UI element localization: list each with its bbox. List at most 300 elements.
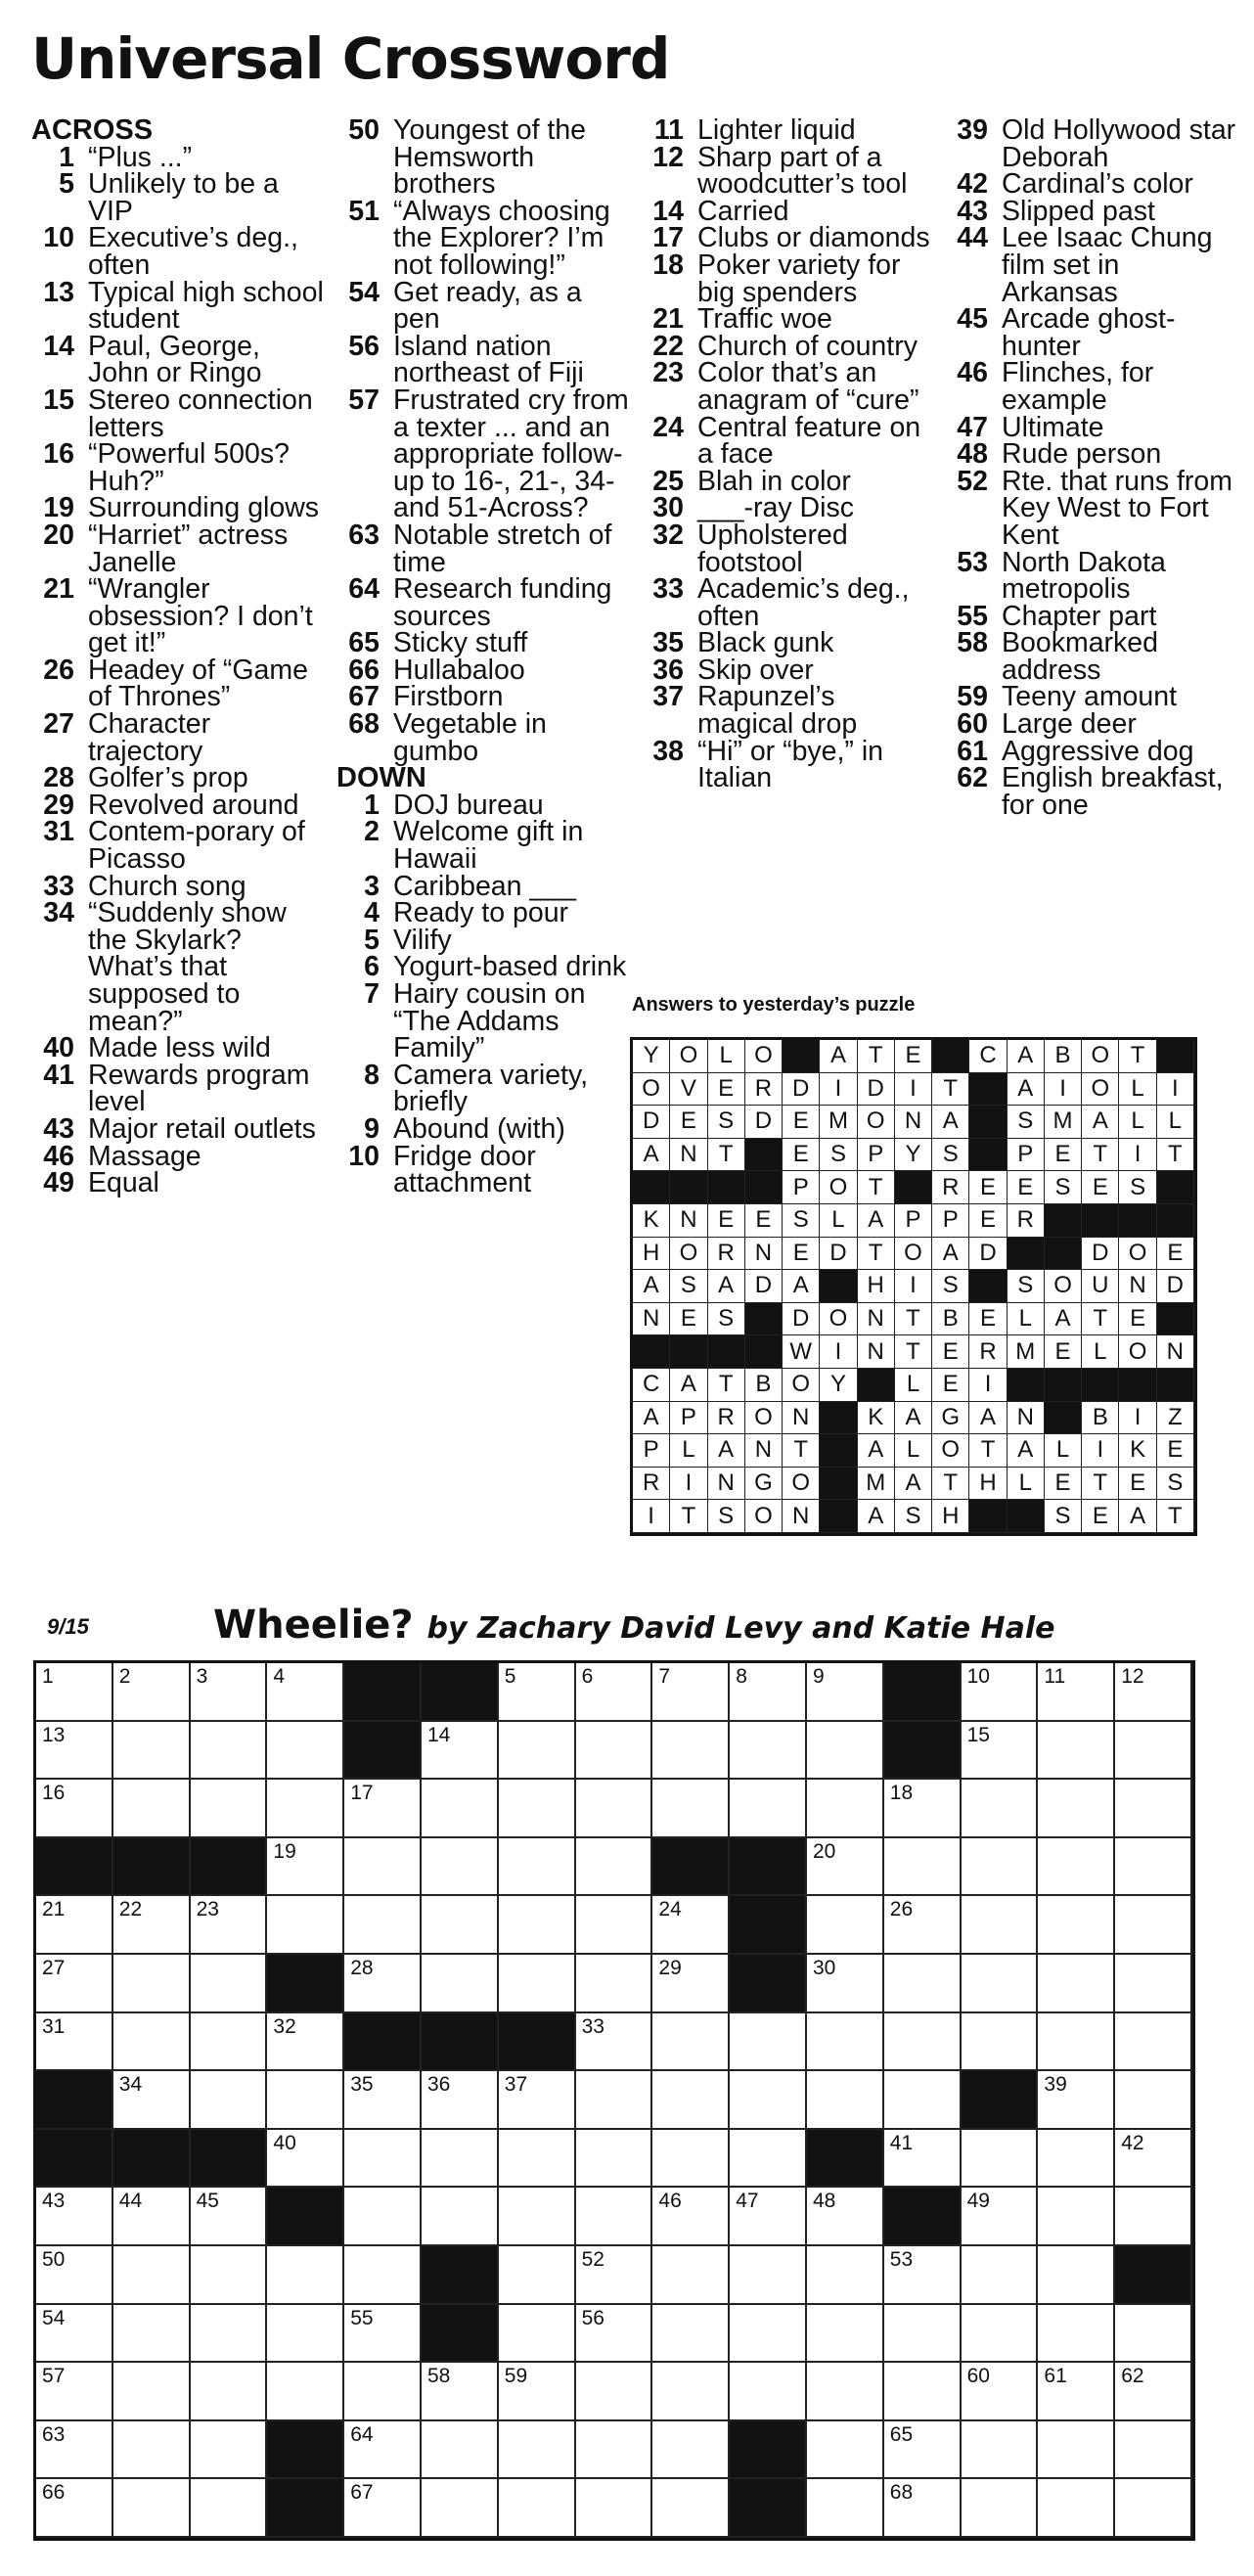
clue-text: “Hi” or “bye,” in Italian: [697, 735, 884, 794]
puzzle-cell[interactable]: [267, 1663, 344, 1722]
clue-across-34[interactable]: [31, 897, 325, 1037]
puzzle-cell[interactable]: [807, 1896, 884, 1955]
puzzle-cell[interactable]: [191, 2363, 268, 2421]
puzzle-cell[interactable]: [807, 1838, 884, 1897]
clue-across-31[interactable]: [31, 816, 325, 876]
clue-down-36[interactable]: [641, 654, 934, 686]
puzzle-cell[interactable]: [36, 1780, 113, 1838]
puzzle-cell[interactable]: [962, 2421, 1039, 2480]
puzzle-cell[interactable]: [807, 1663, 884, 1722]
puzzle-cell[interactable]: [884, 2013, 962, 2072]
puzzle-cell[interactable]: [730, 2013, 807, 2072]
clue-down-59[interactable]: [945, 681, 1238, 713]
puzzle-cell[interactable]: [1038, 1955, 1115, 2013]
puzzle-cell[interactable]: [267, 1838, 344, 1897]
puzzle-cell[interactable]: [730, 2246, 807, 2305]
puzzle-cell[interactable]: [36, 2246, 113, 2305]
puzzle-cell[interactable]: [884, 2305, 962, 2364]
puzzle-cell[interactable]: [113, 2071, 191, 2130]
puzzle-cell[interactable]: [191, 1663, 268, 1722]
puzzle-cell[interactable]: [344, 2363, 422, 2421]
clue-down-39[interactable]: [945, 114, 1238, 173]
clue-down-12[interactable]: [641, 141, 934, 201]
puzzle-cell[interactable]: [652, 1663, 730, 1722]
puzzle-cell[interactable]: [36, 2479, 113, 2538]
clue-across-50[interactable]: [336, 114, 630, 201]
answer-cell: E: [969, 1204, 1007, 1238]
puzzle-cell[interactable]: [499, 2246, 576, 2305]
puzzle-cell[interactable]: [36, 1722, 113, 1781]
puzzle-cell[interactable]: [576, 2188, 653, 2246]
puzzle-cell[interactable]: [422, 1722, 499, 1781]
clue-down-38[interactable]: [641, 735, 934, 794]
puzzle-cell[interactable]: [962, 2013, 1039, 2072]
puzzle-cell[interactable]: [191, 2305, 268, 2364]
puzzle-cell[interactable]: [576, 1896, 653, 1955]
puzzle-cell[interactable]: [422, 2479, 499, 2538]
puzzle-cell[interactable]: [1038, 1896, 1115, 1955]
clue-across-54[interactable]: [336, 276, 630, 336]
puzzle-cell[interactable]: [1038, 2421, 1115, 2480]
puzzle-cell[interactable]: [191, 2246, 268, 2305]
clue-down-37[interactable]: [641, 681, 934, 741]
puzzle-cell[interactable]: [191, 2013, 268, 2072]
clue-across-63[interactable]: [336, 519, 630, 578]
puzzle-cell[interactable]: [1115, 2130, 1192, 2189]
cell-number: 37: [504, 2073, 528, 2097]
puzzle-cell[interactable]: [36, 2305, 113, 2364]
cell-number: 55: [350, 2306, 374, 2329]
clue-down-22[interactable]: [641, 330, 934, 362]
puzzle-cell[interactable]: [962, 1838, 1039, 1897]
clue-down-35[interactable]: [641, 627, 934, 659]
answer-cell: O: [783, 1468, 820, 1501]
clue-across-49[interactable]: [31, 1167, 325, 1199]
answer-cell: O: [1082, 1073, 1119, 1107]
puzzle-cell[interactable]: [962, 1722, 1039, 1781]
clue-across-27[interactable]: [31, 708, 325, 767]
puzzle-cell[interactable]: [113, 2305, 191, 2364]
clue-down-42[interactable]: [945, 168, 1238, 201]
puzzle-title-line: [213, 1603, 1055, 1648]
clue-down-32[interactable]: [641, 519, 934, 578]
puzzle-cell[interactable]: [113, 2013, 191, 2072]
clue-down-30[interactable]: [641, 492, 934, 524]
puzzle-cell[interactable]: [884, 2130, 962, 2189]
clue-down-24[interactable]: [641, 411, 934, 471]
puzzle-cell[interactable]: [652, 2246, 730, 2305]
clue-across-15[interactable]: [31, 384, 325, 443]
puzzle-cell[interactable]: [1038, 2479, 1115, 2538]
clue-down-17[interactable]: [641, 222, 934, 254]
puzzle-cell[interactable]: [499, 2071, 576, 2130]
puzzle-cell[interactable]: [576, 1838, 653, 1897]
puzzle-cell[interactable]: [884, 1838, 962, 1897]
puzzle-cell[interactable]: [652, 1780, 730, 1838]
puzzle-cell[interactable]: [962, 1663, 1039, 1722]
clue-across-28[interactable]: [31, 762, 325, 794]
puzzle-cell[interactable]: [1038, 2246, 1115, 2305]
clue-down-7[interactable]: [336, 978, 630, 1064]
puzzle-cell[interactable]: [807, 2305, 884, 2364]
puzzle-cell[interactable]: [191, 1780, 268, 1838]
puzzle-cell[interactable]: [344, 1896, 422, 1955]
puzzle-cell[interactable]: [807, 2421, 884, 2480]
puzzle-cell[interactable]: [962, 2479, 1039, 2538]
puzzle-cell[interactable]: [191, 1722, 268, 1781]
puzzle-cell[interactable]: [576, 1955, 653, 2013]
puzzle-cell[interactable]: [576, 2305, 653, 2364]
puzzle-cell[interactable]: [1115, 2188, 1192, 2246]
puzzle-cell[interactable]: [499, 1896, 576, 1955]
puzzle-cell[interactable]: [267, 2071, 344, 2130]
clue-across-33[interactable]: [31, 870, 325, 902]
clue-down-11[interactable]: [641, 114, 934, 146]
clue-down-25[interactable]: [641, 465, 934, 497]
puzzle-cell[interactable]: [422, 2188, 499, 2246]
puzzle-cell[interactable]: [730, 1663, 807, 1722]
puzzle-cell[interactable]: [267, 1896, 344, 1955]
puzzle-cell[interactable]: [499, 2363, 576, 2421]
puzzle-cell[interactable]: [344, 2071, 422, 2130]
puzzle-cell[interactable]: [652, 2479, 730, 2538]
puzzle-cell[interactable]: [730, 2363, 807, 2421]
answer-cell: N: [1157, 1335, 1194, 1369]
clue-across-65[interactable]: [336, 627, 630, 659]
puzzle-cell[interactable]: [191, 1955, 268, 2013]
clue-down-10[interactable]: [336, 1140, 630, 1199]
puzzle-cell[interactable]: [884, 2246, 962, 2305]
puzzle-cell[interactable]: [807, 2363, 884, 2421]
puzzle-cell[interactable]: [962, 2130, 1039, 2189]
puzzle-cell[interactable]: [36, 2363, 113, 2421]
puzzle-cell[interactable]: [1115, 1780, 1192, 1838]
puzzle-cell[interactable]: [807, 1722, 884, 1781]
puzzle-cell[interactable]: [576, 2421, 653, 2480]
puzzle-cell[interactable]: [344, 2305, 422, 2364]
puzzle-cell[interactable]: [499, 2421, 576, 2480]
puzzle-cell[interactable]: [344, 1780, 422, 1838]
clue-across-20[interactable]: [31, 519, 325, 578]
clue-down-55[interactable]: [945, 600, 1238, 632]
clue-down-2[interactable]: [336, 816, 630, 876]
puzzle-cell[interactable]: [576, 1663, 653, 1722]
clue-down-3[interactable]: [336, 870, 630, 902]
cell-number: 13: [42, 1723, 66, 1746]
clue-number: 10: [43, 222, 74, 254]
puzzle-cell[interactable]: [191, 1896, 268, 1955]
clue-across-46[interactable]: [31, 1140, 325, 1172]
puzzle-cell[interactable]: [962, 2246, 1039, 2305]
clue-across-56[interactable]: [336, 330, 630, 389]
puzzle-cell[interactable]: [422, 1780, 499, 1838]
clue-down-60[interactable]: [945, 708, 1238, 741]
clue-down-18[interactable]: [641, 249, 934, 308]
puzzle-cell[interactable]: [1038, 1722, 1115, 1781]
clue-across-41[interactable]: [31, 1059, 325, 1118]
puzzle-cell[interactable]: [1115, 2305, 1192, 2364]
puzzle-cell[interactable]: [962, 2305, 1039, 2364]
clue-down-1[interactable]: [336, 789, 630, 821]
clue-across-64[interactable]: [336, 573, 630, 632]
clue-across-14[interactable]: [31, 330, 325, 389]
puzzle-cell[interactable]: [576, 2130, 653, 2189]
clue-across-5[interactable]: [31, 168, 325, 227]
puzzle-cell[interactable]: [36, 1896, 113, 1955]
clue-across-57[interactable]: [336, 384, 630, 524]
puzzle-cell[interactable]: [267, 2246, 344, 2305]
puzzle-cell[interactable]: [652, 2188, 730, 2246]
cell-number: 60: [966, 2365, 990, 2388]
clue-down-52[interactable]: [945, 465, 1238, 551]
puzzle-cell[interactable]: [36, 2013, 113, 2072]
puzzle-cell[interactable]: [499, 2479, 576, 2538]
puzzle-cell[interactable]: [1038, 1838, 1115, 1897]
puzzle-cell[interactable]: [730, 2071, 807, 2130]
puzzle-cell[interactable]: [807, 2071, 884, 2130]
clue-down-5[interactable]: [336, 924, 630, 956]
puzzle-cell[interactable]: [344, 2130, 422, 2189]
cell-number: 44: [118, 2190, 143, 2213]
puzzle-cell[interactable]: [962, 1896, 1039, 1955]
clue-across-19[interactable]: [31, 492, 325, 524]
puzzle-cell[interactable]: [1038, 2071, 1115, 2130]
puzzle-cell[interactable]: [576, 2479, 653, 2538]
puzzle-cell[interactable]: [344, 2246, 422, 2305]
puzzle-cell[interactable]: [652, 2071, 730, 2130]
clue-number: 52: [957, 465, 988, 497]
clue-down-6[interactable]: [336, 951, 630, 983]
clue-down-33[interactable]: [641, 573, 934, 632]
puzzle-cell[interactable]: [652, 2421, 730, 2480]
puzzle-cell[interactable]: [191, 2188, 268, 2246]
puzzle-cell[interactable]: [730, 2305, 807, 2364]
clue-down-58[interactable]: [945, 627, 1238, 686]
puzzle-cell[interactable]: [807, 1955, 884, 2013]
puzzle-cell[interactable]: [1115, 2479, 1192, 2538]
clue-down-14[interactable]: [641, 195, 934, 227]
puzzle-cell[interactable]: [962, 2363, 1039, 2421]
clue-text: “Wrangler obsession? I don’t get it!”: [88, 573, 313, 659]
puzzle-cell[interactable]: [36, 2421, 113, 2480]
puzzle-cell[interactable]: [652, 2130, 730, 2189]
clue-across-1[interactable]: [31, 141, 325, 173]
puzzle-cell[interactable]: [807, 1780, 884, 1838]
puzzle-cell[interactable]: [1115, 1838, 1192, 1897]
puzzle-cell[interactable]: [1115, 1663, 1192, 1722]
puzzle-cell[interactable]: [499, 2188, 576, 2246]
clue-number: 45: [957, 303, 988, 336]
puzzle-cell[interactable]: [191, 2421, 268, 2480]
puzzle-cell[interactable]: [113, 1722, 191, 1781]
puzzle-cell[interactable]: [884, 1780, 962, 1838]
puzzle-cell[interactable]: [730, 2130, 807, 2189]
puzzle-cell[interactable]: [962, 1780, 1039, 1838]
clue-across-21[interactable]: [31, 573, 325, 659]
puzzle-cell[interactable]: [1115, 2071, 1192, 2130]
puzzle-cell[interactable]: [344, 2479, 422, 2538]
puzzle-cell[interactable]: [267, 2363, 344, 2421]
puzzle-cell[interactable]: [652, 1722, 730, 1781]
puzzle-cell[interactable]: [267, 2130, 344, 2189]
clue-across-26[interactable]: [31, 654, 325, 713]
clue-across-67[interactable]: [336, 681, 630, 713]
puzzle-cell[interactable]: [344, 2421, 422, 2480]
puzzle-cell[interactable]: [113, 1663, 191, 1722]
puzzle-cell[interactable]: [1115, 1955, 1192, 2013]
puzzle-cell[interactable]: [1038, 2363, 1115, 2421]
puzzle-cell[interactable]: [499, 1780, 576, 1838]
puzzle-cell[interactable]: [113, 2246, 191, 2305]
clue-down-43[interactable]: [945, 195, 1238, 227]
clue-across-13[interactable]: [31, 276, 325, 336]
puzzle-cell[interactable]: [730, 1722, 807, 1781]
puzzle-cell[interactable]: [1038, 2188, 1115, 2246]
puzzle-cell[interactable]: [652, 2363, 730, 2421]
puzzle-cell[interactable]: [1038, 2305, 1115, 2364]
answer-cell: S: [708, 1500, 745, 1533]
puzzle-cell[interactable]: [344, 2188, 422, 2246]
clue-text: Slipped past: [1002, 195, 1155, 227]
puzzle-cell[interactable]: [422, 2071, 499, 2130]
black-square: [113, 2130, 191, 2189]
puzzle-cell[interactable]: [113, 1955, 191, 2013]
clue-down-61[interactable]: [945, 735, 1238, 767]
clue-down-53[interactable]: [945, 546, 1238, 606]
answer-cell: E: [895, 1040, 932, 1073]
puzzle-cell[interactable]: [884, 1896, 962, 1955]
puzzle-cell[interactable]: [1115, 1722, 1192, 1781]
clue-across-16[interactable]: [31, 438, 325, 497]
puzzle-cell[interactable]: [267, 1722, 344, 1781]
puzzle-grid[interactable]: [33, 1660, 1195, 2541]
puzzle-cell[interactable]: [807, 2013, 884, 2072]
puzzle-cell[interactable]: [36, 2188, 113, 2246]
clue-down-8[interactable]: [336, 1059, 630, 1118]
puzzle-cell[interactable]: [652, 1955, 730, 2013]
clue-down-45[interactable]: [945, 303, 1238, 362]
puzzle-cell[interactable]: [422, 2130, 499, 2189]
puzzle-cell[interactable]: [1115, 2421, 1192, 2480]
puzzle-cell[interactable]: [191, 2071, 268, 2130]
clue-across-43[interactable]: [31, 1112, 325, 1145]
puzzle-cell[interactable]: [422, 1955, 499, 2013]
puzzle-cell[interactable]: [807, 2479, 884, 2538]
answer-cell: A: [1119, 1500, 1156, 1533]
answer-cell: T: [969, 1434, 1007, 1468]
puzzle-cell[interactable]: [652, 2013, 730, 2072]
puzzle-cell[interactable]: [499, 1722, 576, 1781]
clue-across-29[interactable]: [31, 789, 325, 821]
puzzle-cell[interactable]: [267, 2013, 344, 2072]
clue-number: 63: [348, 519, 380, 551]
puzzle-cell[interactable]: [267, 1780, 344, 1838]
puzzle-cell[interactable]: [113, 2363, 191, 2421]
puzzle-cell[interactable]: [1038, 1663, 1115, 1722]
puzzle-cell[interactable]: [576, 2246, 653, 2305]
puzzle-cell[interactable]: [113, 1896, 191, 1955]
clue-down-44[interactable]: [945, 222, 1238, 308]
puzzle-cell[interactable]: [113, 2421, 191, 2480]
clue-text: ___-ray Disc: [697, 492, 854, 524]
clue-down-46[interactable]: [945, 357, 1238, 416]
puzzle-cell[interactable]: [499, 1838, 576, 1897]
puzzle-cell[interactable]: [652, 2305, 730, 2364]
puzzle-cell[interactable]: [962, 1955, 1039, 2013]
puzzle-cell[interactable]: [576, 2013, 653, 2072]
clue-down-48[interactable]: [945, 438, 1238, 471]
cell-number: 53: [889, 2247, 914, 2271]
answer-cell: A: [708, 1270, 745, 1303]
clue-across-66[interactable]: [336, 654, 630, 686]
puzzle-cell[interactable]: [1115, 1896, 1192, 1955]
puzzle-cell[interactable]: [730, 1780, 807, 1838]
puzzle-cell[interactable]: [113, 1780, 191, 1838]
puzzle-cell[interactable]: [344, 1838, 422, 1897]
puzzle-cell[interactable]: [422, 2363, 499, 2421]
puzzle-cell[interactable]: [113, 2188, 191, 2246]
puzzle-cell[interactable]: [344, 1955, 422, 2013]
puzzle-cell[interactable]: [576, 2071, 653, 2130]
puzzle-cell[interactable]: [422, 1838, 499, 1897]
puzzle-cell[interactable]: [499, 2130, 576, 2189]
puzzle-cell[interactable]: [730, 2188, 807, 2246]
puzzle-cell[interactable]: [499, 1955, 576, 2013]
puzzle-cell[interactable]: [1115, 2363, 1192, 2421]
puzzle-cell[interactable]: [652, 1896, 730, 1955]
puzzle-cell[interactable]: [113, 2479, 191, 2538]
puzzle-cell[interactable]: [884, 2363, 962, 2421]
puzzle-cell[interactable]: [36, 1663, 113, 1722]
puzzle-cell[interactable]: [884, 2479, 962, 2538]
puzzle-cell[interactable]: [884, 2421, 962, 2480]
cell-number: 20: [813, 1839, 836, 1863]
clue-down-21[interactable]: [641, 303, 934, 336]
clue-down-4[interactable]: [336, 897, 630, 929]
puzzle-cell[interactable]: [884, 2071, 962, 2130]
puzzle-cell[interactable]: [576, 2363, 653, 2421]
clue-down-62[interactable]: [945, 762, 1238, 821]
puzzle-cell[interactable]: [1038, 1780, 1115, 1838]
puzzle-cell[interactable]: [267, 2305, 344, 2364]
puzzle-cell[interactable]: [499, 1663, 576, 1722]
clue-across-10[interactable]: [31, 222, 325, 281]
clue-number: 50: [348, 114, 380, 146]
puzzle-cell[interactable]: [1038, 2130, 1115, 2189]
puzzle-cell[interactable]: [499, 2305, 576, 2364]
puzzle-cell[interactable]: [884, 1955, 962, 2013]
puzzle-cell[interactable]: [191, 2479, 268, 2538]
puzzle-cell[interactable]: [1115, 2013, 1192, 2072]
puzzle-cell[interactable]: [1038, 2013, 1115, 2072]
puzzle-cell[interactable]: [807, 2188, 884, 2246]
puzzle-cell[interactable]: [576, 1780, 653, 1838]
clue-number: 21: [652, 303, 684, 336]
answer-cell: N: [1008, 1402, 1045, 1435]
clue-across-68[interactable]: [336, 708, 630, 767]
clue-across-40[interactable]: [31, 1032, 325, 1064]
puzzle-cell[interactable]: [807, 2246, 884, 2305]
puzzle-cell[interactable]: [36, 1955, 113, 2013]
puzzle-cell[interactable]: [422, 1896, 499, 1955]
clue-across-51[interactable]: [336, 195, 630, 281]
puzzle-cell[interactable]: [962, 2188, 1039, 2246]
puzzle-cell[interactable]: [576, 1722, 653, 1781]
clue-down-9[interactable]: [336, 1112, 630, 1145]
clue-down-23[interactable]: [641, 357, 934, 416]
clue-down-47[interactable]: [945, 411, 1238, 443]
puzzle-cell[interactable]: [422, 2421, 499, 2480]
